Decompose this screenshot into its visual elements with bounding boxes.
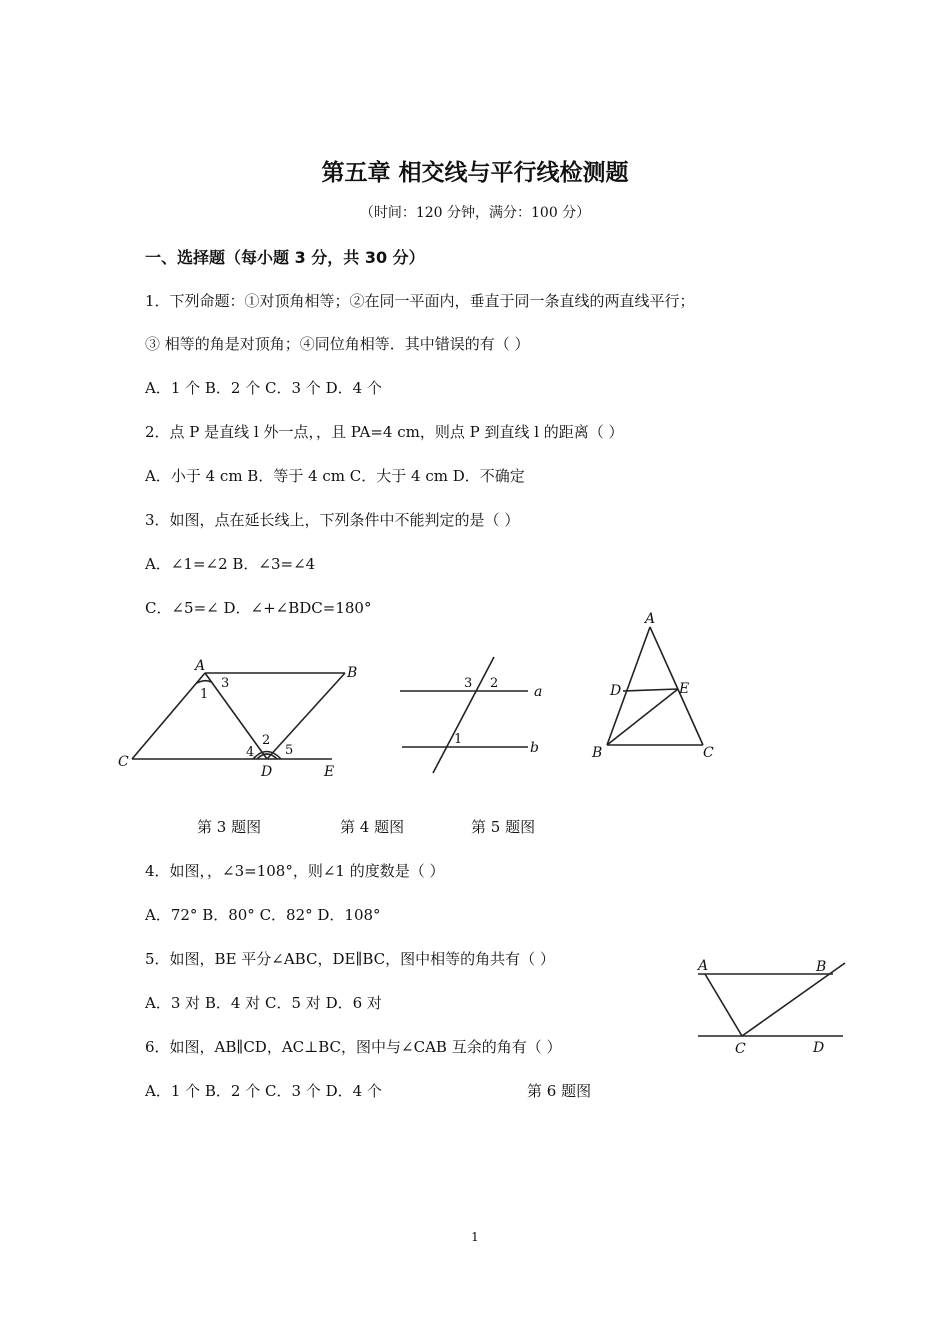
figure-3-diagram [110,650,370,785]
q3-options-row1: A．∠1=∠2 B．∠3=∠4 [145,555,316,573]
exam-info: （时间：120 分钟，满分：100 分） [359,205,591,221]
fig6-label-d: D [813,1040,825,1056]
fig3-angle-1: 1 [200,687,209,702]
fig3-angle-5: 5 [285,743,294,758]
q3-options-row2: C．∠5=∠ D．∠+∠BDC=180° [145,599,372,617]
fig3-angle-3: 3 [221,676,230,691]
q6-stem: 6．如图，AB∥CD，AC⊥BC，图中与∠CAB 互余的角有（ ） [145,1038,562,1056]
fig4-angle-2: 2 [490,676,499,691]
q2-stem: 2．点 P 是直线 l 外一点，，且 PA=4 cm，则点 P 到直线 l 的距离（ ） [145,423,624,441]
fig3-label-b: B [347,665,358,681]
q1-options: A．1 个 B．2 个 C．3 个 D．4 个 [145,379,382,397]
figure-5-caption: 第 5 题图 [471,818,536,836]
fig4-angle-1: 1 [454,732,463,747]
q6-options: A．1 个 B．2 个 C．3 个 D．4 个 [145,1082,382,1100]
section-heading-choice: 一、选择题（每小题 3 分，共 30 分） [145,248,425,267]
fig6-label-c: C [735,1041,746,1057]
q3-stem: 3．如图，点在延长线上，下列条件中不能判定的是（ ） [145,511,520,529]
fig5-label-e: E [679,681,690,697]
figure-4-diagram [390,650,560,780]
fig4-label-b: b [530,740,539,756]
figure-6-diagram [690,950,855,1060]
q1-stem-line1: 1．下列命题：①对顶角相等；②在同一平面内，垂直于同一条直线的两直线平行； [145,292,695,310]
figure-6-caption: 第 6 题图 [527,1082,592,1100]
figure-4-caption: 第 4 题图 [340,818,405,836]
fig3-label-e: E [324,764,335,780]
fig6-label-a: A [698,958,709,974]
q1-stem-line2: ③ 相等的角是对顶角；④同位角相等．其中错误的有（ ） [145,335,530,353]
page-title: 第五章 相交线与平行线检测题 [321,160,629,186]
fig6-label-b: B [816,959,827,975]
fig5-label-d: D [610,683,622,699]
q4-options: A．72° B．80° C．82° D．108° [145,906,381,924]
q2-options: A．小于 4 cm B．等于 4 cm C．大于 4 cm D．不确定 [145,467,525,485]
page-number: 1 [471,1230,479,1244]
q5-stem: 5．如图，BE 平分∠ABC，DE∥BC，图中相等的角共有（ ） [145,950,555,968]
figure-3-caption: 第 3 题图 [197,818,262,836]
fig3-angle-4: 4 [246,745,255,760]
fig5-label-a: A [645,611,656,627]
fig3-label-a: A [195,658,206,674]
fig5-label-b: B [592,745,603,761]
fig4-angle-3: 3 [464,676,473,691]
q5-options: A．3 对 B．4 对 C．5 对 D．6 对 [145,994,382,1012]
fig4-label-a: a [534,684,543,700]
q4-stem: 4．如图，，∠3=108°，则∠1 的度数是（ ） [145,862,445,880]
fig3-angle-2: 2 [262,733,271,748]
figure-5-diagram [585,605,725,765]
fig3-label-d: D [261,764,273,780]
fig5-label-c: C [703,745,714,761]
fig3-label-c: C [118,754,129,770]
